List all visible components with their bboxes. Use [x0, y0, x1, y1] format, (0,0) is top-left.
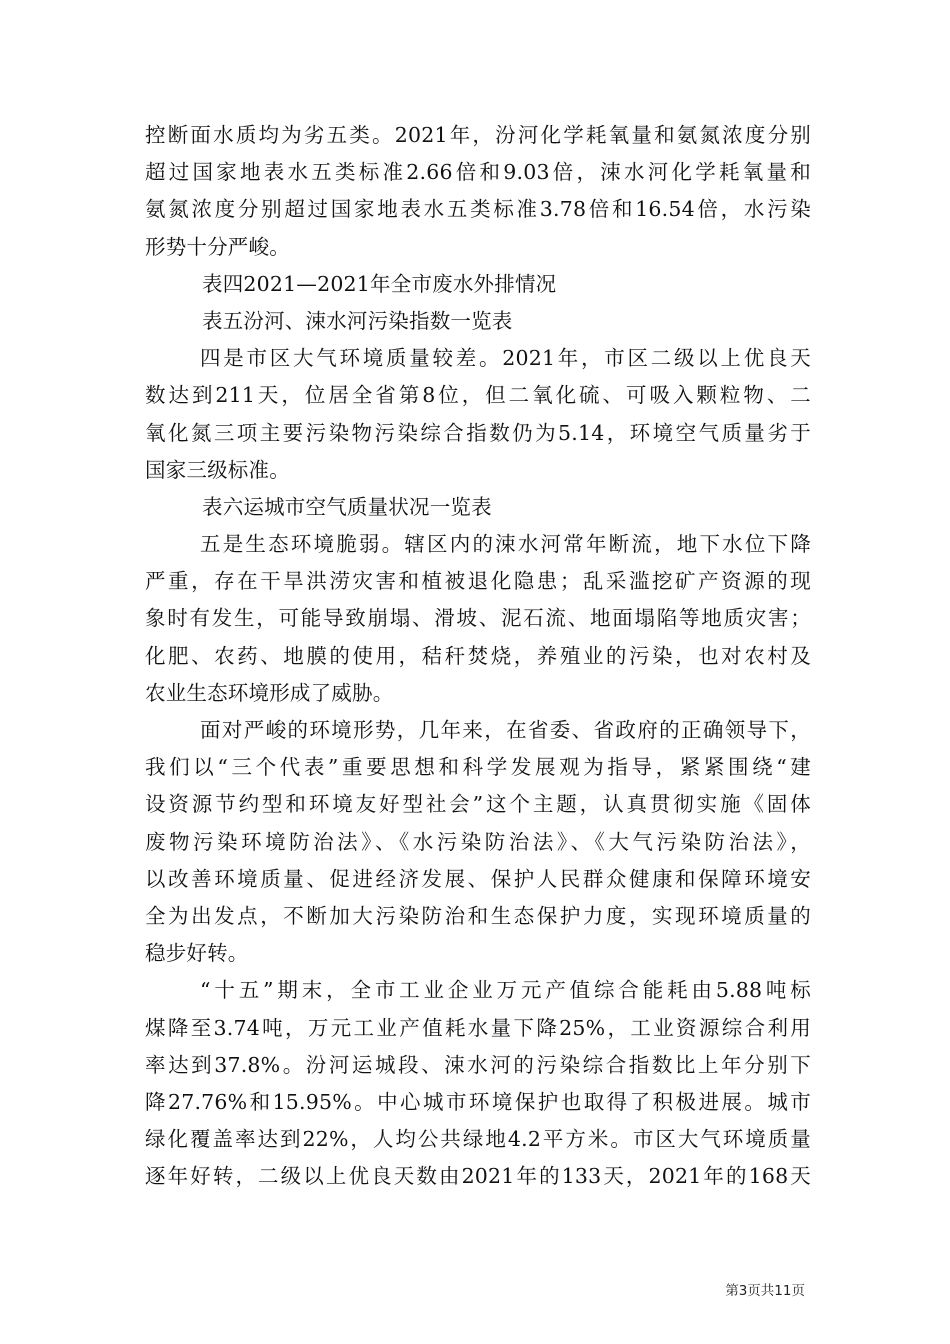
text-line: 形势十分严峻。: [145, 234, 290, 259]
text-line: 降27.76%和15.95%。中心城市环境保护也取得了积极进展。城市: [145, 1089, 811, 1114]
table-caption: 表四2021—2021年全市废水外排情况: [202, 271, 557, 296]
text-line: 废物污染环境防治法》、《水污染防治法》、《大气污染防治法》，: [145, 829, 811, 854]
text-line: 以改善环境质量、促进经济发展、保护人民群众健康和保障环境安: [145, 866, 811, 891]
text-line: 稳步好转。: [145, 941, 249, 966]
text-line: 化肥、农药、地膜的使用，秸秆焚烧，养殖业的污染，也对农村及: [145, 643, 811, 668]
text-line: 国家三级标准。: [145, 457, 290, 482]
text-line: 数达到211天，位居全省第8位，但二氧化硫、可吸入颗粒物、二: [145, 383, 811, 408]
page-number: 第3页共11页: [725, 1283, 805, 1299]
text-line: 煤降至3.74吨，万元工业产值耗水量下降25%，工业资源综合利用: [145, 1015, 811, 1040]
text-line: 设资源节约型和环境友好型社会”这个主题，认真贯彻实施《固体: [145, 792, 811, 817]
text-line: 我们以“三个代表”重要思想和科学发展观为指导，紧紧围绕“建: [145, 755, 811, 780]
text-line: 控断面水质均为劣五类。2021年，汾河化学耗氧量和氨氮浓度分别: [145, 123, 811, 147]
paragraph-start: 五是生态环境脆弱。辖区内的涑水河常年断流，地下水位下降: [200, 532, 811, 557]
text-line: 率达到37.8%。汾河运城段、涑水河的污染综合指数比上年分别下: [145, 1052, 811, 1077]
text-line: 氨氮浓度分别超过国家地表水五类标准3.78倍和16.54倍，水污染: [145, 197, 811, 222]
text-line: 象时有发生，可能导致崩塌、滑坡、泥石流、地面塌陷等地质灾害；: [145, 606, 811, 631]
text-line: 超过国家地表水五类标准2.66倍和9.03倍，涑水河化学耗氧量和: [145, 160, 811, 185]
text-line: 绿化覆盖率达到22%，人均公共绿地4.2平方米。市区大气环境质量: [145, 1127, 811, 1152]
paragraph-start: 四是市区大气环境质量较差。2021年，市区二级以上优良天: [200, 346, 811, 371]
text-line: 逐年好转，二级以上优良天数由2021年的133天，2021年的168天: [145, 1164, 811, 1189]
paragraph-start: 面对严峻的环境形势，几年来，在省委、省政府的正确领导下，: [200, 718, 811, 742]
text-line: 严重，存在干旱洪涝灾害和植被退化隐患；乱采滥挖矿产资源的现: [145, 569, 811, 594]
document-body: [145, 117, 811, 1195]
table-caption: 表六运城市空气质量状况一览表: [202, 494, 492, 519]
text-line: 全为出发点，不断加大污染防治和生态保护力度，实现环境质量的: [145, 903, 811, 928]
table-caption: 表五汾河、涑水河污染指数一览表: [202, 308, 513, 333]
text-line: 氧化氮三项主要污染物污染综合指数仍为5.14，环境空气质量劣于: [145, 420, 811, 445]
paragraph-start: “十五”期末，全市工业企业万元产值综合能耗由5.88吨标: [200, 978, 811, 1003]
text-line: 农业生态环境形成了威胁。: [145, 680, 394, 705]
